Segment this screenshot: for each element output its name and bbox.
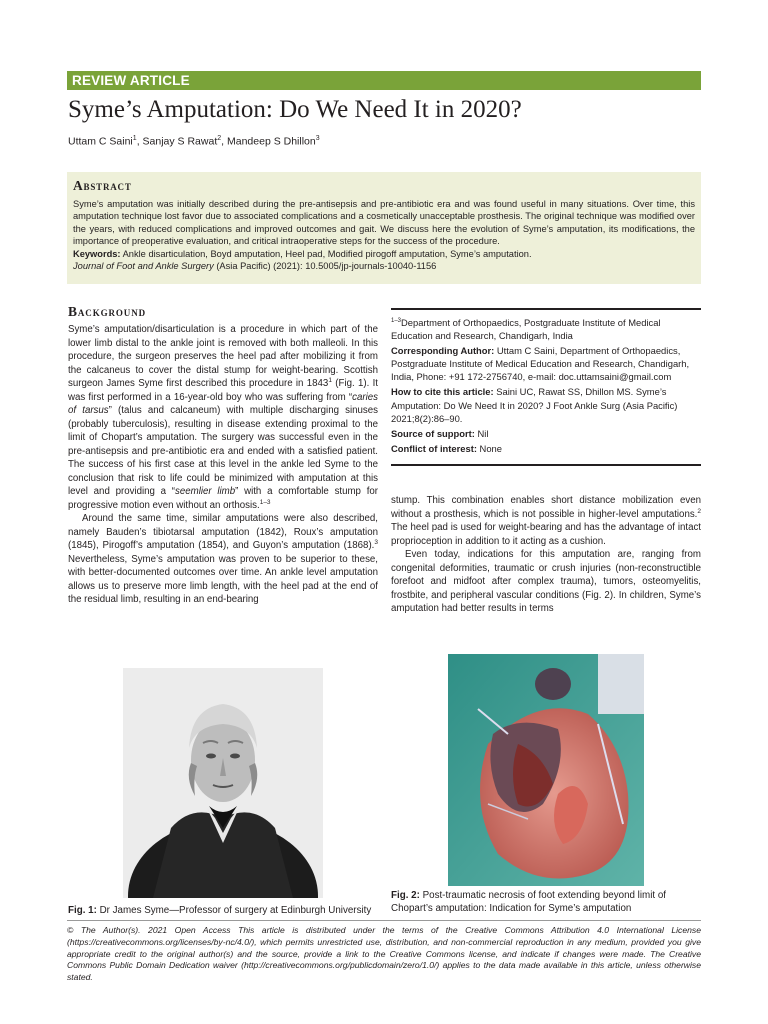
background-column	[68, 323, 378, 607]
keywords-text: Ankle disarticulation, Boyd amputation, Heel pad, Modified pirogoff amputation, Syme’s amputation.	[120, 248, 532, 259]
author-name: Uttam C Saini	[68, 135, 133, 148]
affiliation	[391, 316, 701, 342]
italic-term: seemlier limb	[175, 486, 236, 497]
author-list: Uttam C Saini$^1$, Sanjay S Rawat$^2$, Mandeep S Dhillon$^3$	[68, 135, 320, 148]
keywords-label: Keywords:	[73, 248, 121, 259]
text-run: Syme’s amputation/disarticulation is a procedure in which part of the lower limb distal to the ankle joint is removed with both malleoli. In this procedure, the surgeon preserves the heel pad after mobilizing it from the calcaneus to cover the distal stump for weight-bearing. Scottish surgeon James Syme first described this procedure in 1843	[68, 324, 378, 389]
citation-mark: 3	[374, 538, 378, 546]
right-paragraph-1	[391, 494, 701, 548]
text-run: (Fig. 1). It was first performed in a 16-year-old boy who was suffering from “	[68, 378, 379, 403]
value: Uttam C Saini, Department of Orthopaedics, Postgraduate Institute of Medical Education and Research, Chandigarh, India, Phone: +91 172-2756740, e-mail: doc.uttamsaini@gmail.com	[391, 345, 690, 383]
license-footer: © The Author(s). 2021 Open Access This article is distributed under the terms of the Creative Commons Attribution 4.0 International License (https://creativecommons.org/licenses/by-nc/4.0/), which permits unrestricted use, distribution, and non-commercial reproduction in any medium, provided you give appropriate credit to the original author(s) and the source, provide a link to the Creative Commons license, and indicate if changes were made. The Creative Commons Public Domain Dedication waiver (http://creativecommons.org/publicdomain/zero/1.0/) applies to the data made available in this article, unless otherwise stated.	[67, 925, 701, 983]
text-run: stump. This combination enables short distance mobilization even without a prosthesis, which is not possible in higher-level amputations.	[391, 495, 701, 520]
value: Saini UC, Rawat SS, Dhillon MS. Syme’s Amputation: Do We Need It in 2020? J Foot Ankle Surg (Asia Pacific) 2021;8(2):86–90.	[391, 386, 678, 424]
text-run: ” with a comfortable stump for progressive motion even without an orthosis.	[68, 486, 378, 511]
text-run: The heel pad is used for weight-bearing and has the advantage of intact proprioception in addition to it acting as a cushion.	[391, 522, 701, 547]
label: Source of support:	[391, 427, 475, 439]
keywords-line	[73, 248, 695, 260]
figure-2-caption	[391, 889, 701, 915]
citation-mark: 2	[697, 507, 701, 515]
abstract-text: Syme’s amputation was initially described during the pre-antisepsis and pre-antibiotic era and was found useful in many situations. Over time, this amputation technique lost favor due to associated complications and a cosmetically unacceptable prosthesis. The original technique was modified over the years, with reduced complications and improved outcomes and gait. We discuss here the evolution of Syme’s amputation, its modifications, the importance of preoperative evaluation, and critical intraoperative steps for the success of the procedure.	[73, 199, 695, 247]
caption-text: Dr James Syme—Professor of surgery at Edinburgh University	[96, 905, 372, 916]
info-bottom-rule	[391, 464, 701, 466]
author-name: Sanjay S Rawat	[142, 135, 218, 148]
figure-1-caption	[68, 904, 388, 917]
conflict-of-interest	[391, 442, 701, 455]
author-affiliation-mark: 2	[217, 135, 222, 142]
citation-mark: 1–3	[259, 498, 271, 506]
caption-label: Fig. 1:	[68, 905, 97, 916]
label: How to cite this article:	[391, 386, 494, 398]
label: Corresponding Author:	[391, 345, 495, 357]
journal-doi: (Asia Pacific) (2021): 10.5005/jp-journals-10040-1156	[213, 261, 437, 272]
figure-1-portrait-image	[123, 668, 323, 898]
label: Conflict of interest:	[391, 442, 477, 454]
article-info-block	[391, 316, 701, 457]
journal-name: Journal of Foot and Ankle Surgery	[73, 261, 214, 272]
author-affiliation-mark: 3	[315, 135, 320, 142]
author-name: Mandeep S Dhillon	[227, 135, 316, 148]
article-title: Syme’s Amputation: Do We Need It in 2020?	[68, 96, 522, 123]
text-run: ” (talus and calcaneum) with multiple discharging sinuses (probably tuberculosis), resulting in disease extending proximal to the limit of Chopart’s amputation. The surgery was successful even in the pre-antisepsis and pre-antibiotic era and ended with a satisfied patient. The success of his first case at this level in the ankle led Syme to the conclusion that risk to life could be minimized with amputation at this level and providing a “	[68, 405, 378, 497]
article-type-banner: REVIEW ARTICLE	[67, 71, 701, 90]
journal-citation	[73, 260, 695, 272]
how-to-cite	[391, 385, 701, 424]
text-run: Around the same time, similar amputations were also described, namely Bauden’s tibiotarsal amputation (1842), Roux’s amputation (1845), Pirogoff’s amputation (1854), and Guyon’s amputation (1868).	[68, 513, 378, 551]
footer-rule	[67, 920, 701, 921]
affiliation-mark: 1–3	[391, 317, 402, 324]
caption-label: Fig. 2:	[391, 890, 420, 901]
value: None	[476, 442, 502, 454]
abstract-box	[67, 172, 701, 284]
corresponding-author	[391, 344, 701, 383]
author-affiliation-mark: 1	[132, 135, 137, 142]
abstract-heading: Abstract	[73, 178, 132, 193]
text-run: Nevertheless, Syme’s amputation was proven to be superior to these, with better-documented outcomes over time. An ankle level amputation allows us to preserve more limb length, with the heel pad at the end of the residual limb, resulting in an end-bearing	[68, 553, 378, 605]
abstract-body	[73, 198, 695, 272]
value: Nil	[474, 427, 489, 439]
caption-text: Post-traumatic necrosis of foot extending beyond limit of Chopart’s amputation: Indication for Syme’s amputation	[391, 890, 666, 914]
background-paragraph-1	[68, 323, 378, 512]
background-heading: Background	[68, 304, 147, 319]
source-of-support	[391, 427, 701, 440]
info-top-rule	[391, 308, 701, 310]
affiliation-text: Department of Orthopaedics, Postgraduate Institute of Medical Education and Research, Chandigarh, India	[391, 317, 661, 342]
italic-term: caries of tarsus	[68, 391, 378, 416]
figure-2-clinical-photo	[448, 654, 644, 886]
citation-mark: 1	[328, 376, 332, 384]
background-paragraph-2	[68, 512, 378, 607]
right-paragraph-2: Even today, indications for this amputation are, ranging from congenital deformities, traumatic or crush injuries (non-reconstructible forefoot and midfoot after complex trauma), tumors, osteomyelitis, frostbite, and peripheral vascular conditions (Fig. 2). In children, Syme’s amputation had better results in terms	[391, 549, 701, 614]
right-column-text	[391, 494, 701, 616]
